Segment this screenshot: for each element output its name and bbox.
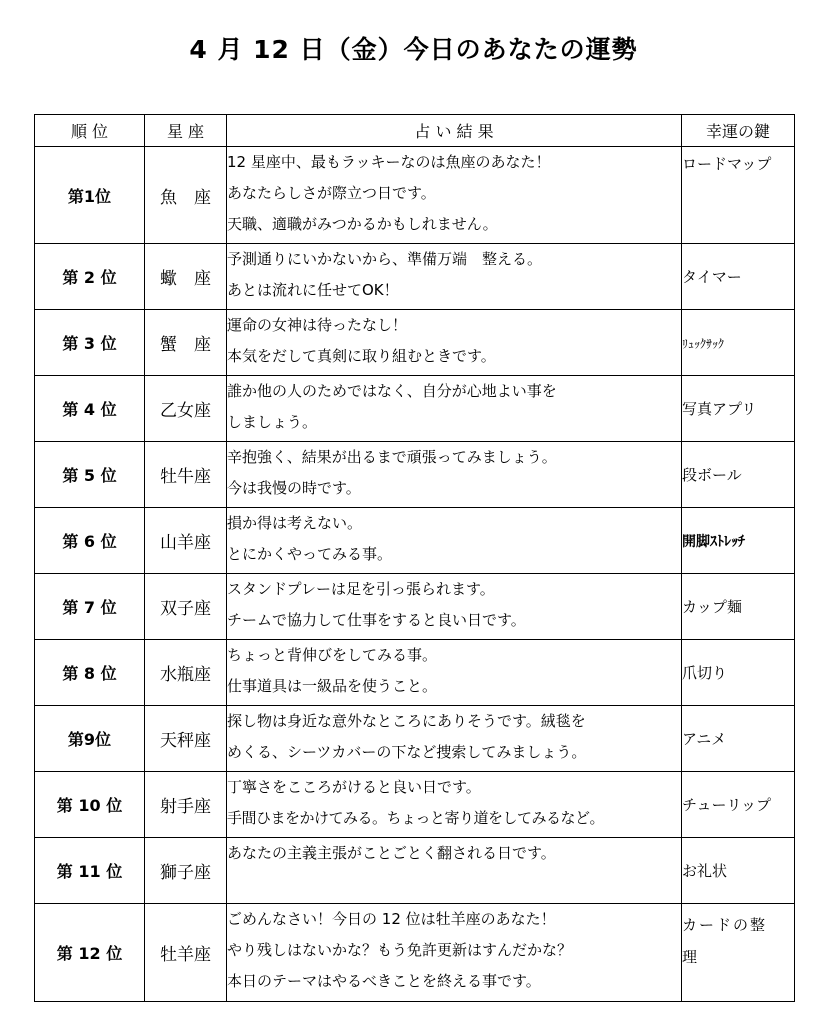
rank-cell: 第 10 位	[35, 772, 145, 838]
lucky-key-text: お礼状	[682, 862, 728, 880]
table-row	[35, 772, 795, 838]
lucky-key-text: 段ボール	[682, 466, 742, 484]
table-row	[35, 640, 795, 706]
result-line: 予測通りにいかないから、準備万端 整える。	[227, 250, 543, 268]
result-cell	[227, 772, 682, 838]
sign-cell: 牡牛座	[145, 442, 227, 508]
lucky-key-cell	[682, 244, 795, 310]
result-line: 運命の女神は待ったなし！	[227, 316, 408, 334]
result-line: しましょう。	[227, 413, 318, 431]
sign-cell: 乙女座	[145, 376, 227, 442]
result-line: めくる、シーツカバーの下など捜索してみましょう。	[227, 743, 587, 761]
result-cell	[227, 376, 682, 442]
table-row	[35, 376, 795, 442]
lucky-key-cell	[682, 640, 795, 706]
table-row	[35, 706, 795, 772]
result-line: 本気をだして真剣に取り組むときです。	[227, 347, 496, 365]
result-line: 仕事道具は一級品を使うこと。	[227, 677, 438, 695]
result-line: 誰か他の人のためではなく、自分が心地よい事を	[227, 382, 557, 400]
result-line: 辛抱強く、結果が出るまで頑張ってみましょう。	[227, 448, 557, 466]
sign-cell: 射手座	[145, 772, 227, 838]
rank-cell: 第 8 位	[35, 640, 145, 706]
lucky-key-cell	[682, 376, 795, 442]
lucky-key-text: 写真アプリ	[682, 400, 757, 418]
sign-cell: 水瓶座	[145, 640, 227, 706]
lucky-key-text: ロードマップ	[682, 155, 772, 173]
table-row	[35, 244, 795, 310]
rank-cell: 第 3 位	[35, 310, 145, 376]
rank-cell: 第 2 位	[35, 244, 145, 310]
result-line: あなたの主義主張がことごとく翻される日です。	[227, 844, 556, 862]
sign-cell: 蠍 座	[145, 244, 227, 310]
result-cell	[227, 838, 682, 904]
table-row	[35, 574, 795, 640]
lucky-key-cell	[682, 706, 795, 772]
result-cell	[227, 310, 682, 376]
sign-cell: 山羊座	[145, 508, 227, 574]
result-line: 本日のテーマはやるべきことを終える事です。	[227, 972, 541, 990]
lucky-key-text: タイマー	[682, 268, 742, 286]
result-cell	[227, 508, 682, 574]
result-cell	[227, 640, 682, 706]
result-line: あとは流れに任せてOK！	[227, 281, 399, 299]
lucky-key-cell	[682, 147, 795, 244]
lucky-key-text: カップ麺	[682, 598, 742, 616]
lucky-key-text: 開脚ｽﾄﾚｯﾁ	[682, 533, 745, 550]
lucky-key-text: 爪切り	[682, 664, 728, 682]
rank-cell: 第 5 位	[35, 442, 145, 508]
result-line: スタンドプレーは足を引っ張られます。	[227, 580, 495, 598]
result-line: 探し物は身近な意外なところにありそうです。絨毯を	[227, 712, 586, 730]
lucky-key-cell	[682, 508, 795, 574]
rank-cell: 第9位	[35, 706, 145, 772]
result-line: 天職、適職がみつかるかもしれません。	[227, 215, 498, 233]
rank-cell: 第 11 位	[35, 838, 145, 904]
header-row	[35, 115, 795, 147]
rank-cell: 第1位	[35, 147, 145, 244]
result-cell	[227, 904, 682, 1002]
sign-cell: 魚 座	[145, 147, 227, 244]
lucky-key-text: チューリップ	[682, 796, 771, 814]
header-sign: 星 座	[145, 115, 227, 147]
rank-cell: 第 4 位	[35, 376, 145, 442]
result-line: ごめんなさい！今日の 12 位は牡羊座のあなた！	[227, 910, 556, 928]
result-cell	[227, 574, 682, 640]
table-row	[35, 442, 795, 508]
lucky-key-cell	[682, 442, 795, 508]
lucky-key-text: カードの整	[682, 916, 768, 934]
lucky-key-cell	[682, 574, 795, 640]
result-cell	[227, 147, 682, 244]
result-line: とにかくやってみる事。	[227, 545, 393, 563]
result-cell	[227, 442, 682, 508]
table-row	[35, 310, 795, 376]
sign-cell: 獅子座	[145, 838, 227, 904]
fortune-table	[34, 114, 795, 1002]
sign-cell: 双子座	[145, 574, 227, 640]
result-line: チームで協力して仕事をすると良い日です。	[227, 611, 526, 629]
lucky-key-text: ﾘｭｯｸｻｯｸ	[682, 336, 725, 351]
lucky-key-text: アニメ	[682, 730, 727, 748]
table-row	[35, 904, 795, 1002]
lucky-key-cell	[682, 838, 795, 904]
rank-cell: 第 12 位	[35, 904, 145, 1002]
lucky-key-cell	[682, 772, 795, 838]
sign-cell: 牡羊座	[145, 904, 227, 1002]
rank-cell: 第 7 位	[35, 574, 145, 640]
result-cell	[227, 706, 682, 772]
table-row	[35, 838, 795, 904]
lucky-key-cell	[682, 904, 795, 1002]
lucky-key-text: 理	[682, 948, 698, 966]
result-line: 手間ひまをかけてみる。ちょっと寄り道をしてみるなど。	[227, 809, 605, 827]
sign-cell: 蟹 座	[145, 310, 227, 376]
table-row	[35, 508, 795, 574]
header-lucky-key: 幸運の鍵	[682, 115, 795, 147]
table-row	[35, 147, 795, 244]
result-cell	[227, 244, 682, 310]
page-title: 4 月 12 日（金）今日のあなたの運勢	[189, 35, 638, 64]
rank-cell: 第 6 位	[35, 508, 145, 574]
header-rank: 順 位	[35, 115, 145, 147]
result-line: 丁寧さをこころがけると良い日です。	[227, 778, 481, 796]
result-line: 損か得は考えない。	[227, 514, 363, 532]
result-line: 12 星座中、最もラッキーなのは魚座のあなた！	[227, 153, 551, 171]
result-line: 今は我慢の時です。	[227, 479, 361, 497]
result-line: あなたらしさが際立つ日です。	[227, 184, 436, 202]
lucky-key-cell	[682, 310, 795, 376]
sign-cell: 天秤座	[145, 706, 227, 772]
result-line: ちょっと背伸びをしてみる事。	[227, 646, 438, 664]
result-line: やり残しはないかな？もう免許更新はすんだかな？	[227, 941, 573, 959]
header-result: 占 い 結 果	[227, 115, 682, 147]
